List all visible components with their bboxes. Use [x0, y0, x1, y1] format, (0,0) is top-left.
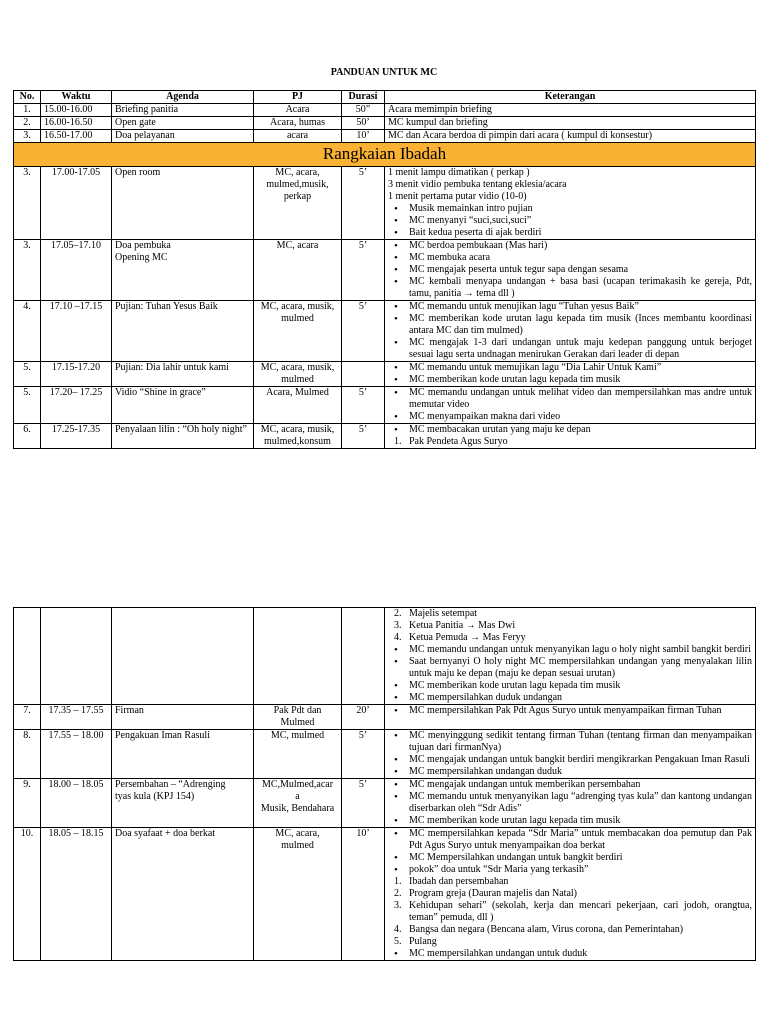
- table-row: [14, 167, 756, 240]
- cell-keterangan: [385, 167, 756, 240]
- cell-keterangan: [385, 424, 756, 449]
- bullet-item: • MC memandu untuk menyanyikan lagu “adrenging tyas kula” dan kantong undangan diserbarkan oleh “Sdr Adis”: [388, 791, 752, 815]
- cell-keterangan: [385, 362, 756, 387]
- header-keterangan: Keterangan: [385, 91, 756, 104]
- header-agenda: Agenda: [112, 91, 254, 104]
- cell-waktu: 17.55 – 18.00: [41, 730, 112, 779]
- cell-no: 9.: [14, 779, 41, 828]
- numbered-text: Pak Pendeta Agus Suryo: [409, 436, 508, 448]
- cell-agenda: [112, 301, 254, 362]
- numbered-marker: 4.: [394, 924, 402, 935]
- table-row: [14, 730, 756, 779]
- cell-pj-line: MC, acara, musik,: [260, 301, 335, 313]
- cell-agenda: [112, 828, 254, 961]
- cell-waktu: 17.20– 17.25: [41, 387, 112, 424]
- cell-pj: [254, 705, 342, 730]
- cell-keterangan: [385, 387, 756, 424]
- cell-keterangan: [385, 705, 756, 730]
- cell-agenda: Doa pelayanan: [112, 130, 254, 143]
- cell-durasi: [342, 608, 385, 705]
- cell-agenda: [112, 705, 254, 730]
- bullet-item: • Bait kedua peserta di ajak berdiri: [388, 227, 752, 239]
- cell-agenda: [112, 730, 254, 779]
- bullet-item: • MC memandu untuk memujikan lagu “Dia Lahir Untuk Kami”: [388, 362, 752, 374]
- cell-agenda: Briefing panitia: [112, 104, 254, 117]
- cell-no: 6.: [14, 424, 41, 449]
- cell-pj-line: mulmed: [281, 840, 314, 851]
- bullet-list: [388, 387, 752, 423]
- bullet-item: • MC Mempersilahkan undangan untuk bangkit berdiri: [388, 852, 752, 864]
- cell-agenda-line: Doa pembuka: [115, 240, 171, 252]
- bullet-item: • MC menyampaikan makna dari video: [388, 411, 752, 423]
- cell-pj-line: a: [295, 791, 300, 802]
- cell-pj: [254, 362, 342, 387]
- cell-pj-line: Mulmed: [280, 717, 315, 728]
- section-header-row: [14, 143, 756, 167]
- cell-durasi: 20’: [342, 705, 385, 730]
- cell-agenda: [112, 779, 254, 828]
- numbered-item: [388, 900, 752, 924]
- cell-agenda-line: Firman: [115, 705, 144, 716]
- bullet-item: • MC memandu untuk menujikan lagu “Tuhan yesus Baik”: [388, 301, 752, 313]
- numbered-list: [388, 876, 752, 948]
- cell-pj-line: mulmed,musik,: [266, 179, 329, 191]
- cell-keterangan: MC kumpul dan briefing: [385, 117, 756, 130]
- bullet-item: • pokok” doa untuk “Sdr Maria yang terkasih”: [388, 864, 752, 876]
- bullet-item: • MC mengajak 1-3 dari undangan untuk maju kedepan panggung untuk berjoget sesuai lagu serta undnagan menirukan Gerakan dari leader di depan: [388, 337, 752, 361]
- cell-agenda: [112, 608, 254, 705]
- cell-pj: acara: [254, 130, 342, 143]
- cell-keterangan: [385, 779, 756, 828]
- cell-no: 2.: [14, 117, 41, 130]
- cell-keterangan: Acara memimpin briefing: [385, 104, 756, 117]
- bullet-list: [388, 828, 752, 876]
- bullet-list: [388, 424, 752, 436]
- cell-pj: [254, 730, 342, 779]
- cell-no: 4.: [14, 301, 41, 362]
- cell-agenda-line: Opening MC: [115, 252, 168, 264]
- cell-waktu: 16.50-17.00: [41, 130, 112, 143]
- cell-no: 10.: [14, 828, 41, 961]
- numbered-marker: 1.: [394, 436, 402, 448]
- cell-pj-line: MC,Mulmed,acar: [261, 779, 334, 790]
- cell-no: 5.: [14, 387, 41, 424]
- bullet-item: • MC memberikan kode urutan lagu kepada tim musik: [388, 680, 752, 692]
- cell-keterangan: [385, 828, 756, 961]
- cell-agenda: [112, 240, 254, 301]
- numbered-marker: 2.: [394, 888, 402, 899]
- numbered-text: Ibadah dan persembahan: [409, 876, 509, 887]
- numbered-marker: 2.: [394, 608, 402, 619]
- numbered-item: [388, 888, 752, 900]
- bullet-item: • MC menyinggung sedikit tentang firman Tuhan (tentang firman dan menyampaikan tujuan dari firmanNya): [388, 730, 752, 754]
- cell-durasi: 5’: [342, 240, 385, 301]
- cell-pj: [254, 608, 342, 705]
- numbered-text: Pulang: [409, 936, 437, 947]
- numbered-item: [388, 608, 752, 620]
- bullet-item: • MC mengajak undangan untuk bangkit berdiri mengikrarkan Pengakuan Iman Rasuli: [388, 754, 752, 766]
- cell-waktu: 17.00-17.05: [41, 167, 112, 240]
- bullet-item: • MC berdoa pembukaan (Mas hari): [388, 240, 752, 252]
- bullet-item: • MC mempersilahkan duduk undangan: [388, 692, 752, 704]
- cell-durasi: 50’: [342, 117, 385, 130]
- bullet-item: • MC memandu undangan untuk menyanyikan lagu o holy night sambil bangkit berdiri: [388, 644, 752, 656]
- bullet-item: • MC mempersilahkan undangan untuk duduk: [388, 948, 752, 960]
- cell-pj: [254, 167, 342, 240]
- table-row: [14, 424, 756, 449]
- bullet-item: • MC mengajak undangan untuk memberikan persembahan: [388, 779, 752, 791]
- cell-durasi: 50”: [342, 104, 385, 117]
- numbered-text: Bangsa dan negara (Bencana alam, Virus corona, dan Pemerintahan): [409, 924, 684, 935]
- cell-agenda: [112, 167, 254, 240]
- table-row: [14, 779, 756, 828]
- bullet-list: [388, 730, 752, 778]
- table-row: [14, 301, 756, 362]
- note-line: 1 menit pertama putar vidio (10-0): [388, 191, 527, 203]
- cell-durasi: 10’: [342, 130, 385, 143]
- cell-no: 3.: [14, 167, 41, 240]
- cell-waktu: 15.00-16.00: [41, 104, 112, 117]
- cell-no: 3.: [14, 240, 41, 301]
- cell-pj-line: mulmed: [281, 374, 314, 386]
- cell-agenda-line: Pengakuan Iman Rasuli: [115, 730, 210, 741]
- cell-no: 8.: [14, 730, 41, 779]
- bullet-item: • MC membuka acara: [388, 252, 752, 264]
- cell-keterangan: [385, 608, 756, 705]
- cell-durasi: 5’: [342, 424, 385, 449]
- cell-waktu: 18.05 – 18.15: [41, 828, 112, 961]
- cell-no: 1.: [14, 104, 41, 117]
- cell-waktu: 17.10 –17.15: [41, 301, 112, 362]
- cell-waktu: 17.25-17.35: [41, 424, 112, 449]
- cell-keterangan: MC dan Acara berdoa di pimpin dari acara ( kumpul di konsestur): [385, 130, 756, 143]
- cell-pj: [254, 240, 342, 301]
- cell-pj: Acara: [254, 104, 342, 117]
- cell-pj-line: perkap: [283, 191, 312, 203]
- cell-waktu: 18.00 – 18.05: [41, 779, 112, 828]
- numbered-marker: 1.: [394, 876, 402, 887]
- cell-agenda-line: Persembahan – “Adrenging: [115, 779, 226, 790]
- numbered-marker: 3.: [394, 620, 402, 631]
- cell-agenda: [112, 387, 254, 424]
- cell-pj: Acara, humas: [254, 117, 342, 130]
- header-waktu: Waktu: [41, 91, 112, 104]
- cell-agenda-line: Pujian: Dia lahir untuk kami: [115, 362, 229, 374]
- cell-durasi: 10’: [342, 828, 385, 961]
- header-durasi: Durasi: [342, 91, 385, 104]
- numbered-text: Program greja (Dauran majelis dan Natal): [409, 888, 577, 899]
- bullet-item: • MC memberikan kode urutan lagu kepada tim musik (Inces membantu koordinasi antara MC dan tim mulmed): [388, 313, 752, 337]
- bullet-item: • MC menyanyi “suci,suci,suci”: [388, 215, 752, 227]
- cell-pj-line: Acara, Mulmed: [266, 387, 329, 399]
- note-line: 1 menit lampu dimatikan ( perkap ): [388, 167, 530, 179]
- cell-pj-line: MC, acara,: [275, 167, 320, 179]
- numbered-text: Majelis setempat: [409, 608, 478, 619]
- cell-pj-line: MC, mulmed: [270, 730, 325, 741]
- cell-waktu: 17.05–17.10: [41, 240, 112, 301]
- table-row: [14, 240, 756, 301]
- cell-waktu: [41, 608, 112, 705]
- numbered-list: [388, 608, 752, 644]
- cell-agenda-line: Open room: [115, 167, 161, 179]
- header-no: No.: [14, 91, 41, 104]
- schedule-table-page-1: [13, 90, 756, 449]
- bullet-list: [388, 948, 752, 960]
- numbered-item: [388, 632, 752, 644]
- cell-pj-line: mulmed: [281, 313, 314, 325]
- cell-pj: [254, 387, 342, 424]
- bullet-item: • MC memandu undangan untuk melihat video dan mempersilahkan mas andre untuk memutar video: [388, 387, 752, 411]
- cell-durasi: 5’: [342, 301, 385, 362]
- cell-waktu: 17.15-17.20: [41, 362, 112, 387]
- section-title: Rangkaian Ibadah: [14, 143, 756, 167]
- cell-no: [14, 608, 41, 705]
- cell-agenda-line: Penyalaan lilin : “Oh holy night”: [115, 424, 247, 436]
- schedule-table-page-2: [13, 607, 756, 961]
- cell-pj-line: Pak Pdt dan: [273, 705, 322, 716]
- table-row: [14, 705, 756, 730]
- cell-pj-line: mulmed,konsum: [264, 436, 331, 448]
- cell-agenda-line: Pujian: Tuhan Yesus Baik: [115, 301, 218, 313]
- cell-pj-line: MC, acara, musik,: [260, 424, 335, 436]
- cell-pj: [254, 779, 342, 828]
- bullet-item: • MC memberikan kode urutan lagu kepada tim musik: [388, 815, 752, 827]
- table-row: [14, 130, 756, 143]
- cell-no: 5.: [14, 362, 41, 387]
- cell-agenda: [112, 362, 254, 387]
- table-row: [14, 104, 756, 117]
- bullet-item: • MC mempersilahkan undangan duduk: [388, 766, 752, 778]
- bullet-list: [388, 779, 752, 827]
- bullet-list: [388, 301, 752, 361]
- cell-agenda-line: Vidio “Shine in grace”: [115, 387, 206, 399]
- bullet-list: [388, 705, 752, 717]
- bullet-list: [388, 203, 752, 239]
- table-row: [14, 828, 756, 961]
- numbered-text: Ketua Panitia → Mas Dwi: [409, 620, 516, 631]
- bullet-list: [388, 362, 752, 386]
- header-pj: PJ: [254, 91, 342, 104]
- table-row: [14, 387, 756, 424]
- table-row-continued: [14, 608, 756, 705]
- cell-durasi: [342, 362, 385, 387]
- cell-keterangan: [385, 301, 756, 362]
- cell-pj-line: MC, acara,: [275, 828, 320, 839]
- cell-no: 3.: [14, 130, 41, 143]
- table-row: [14, 362, 756, 387]
- numbered-text: Ketua Pemuda → Mas Feryy: [409, 632, 526, 643]
- bullet-item: • MC mengajak peserta untuk tegur sapa dengan sesama: [388, 264, 752, 276]
- cell-agenda-line: tyas kula (KPJ 154): [115, 791, 195, 802]
- cell-waktu: 16.00-16.50: [41, 117, 112, 130]
- cell-durasi: 5’: [342, 387, 385, 424]
- cell-pj: [254, 301, 342, 362]
- bullet-item: • Saat bernyanyi O holy night MC mempersilahkan undangan yang menyalakan lilin untuk maju ke depan (maju ke depan sesuai urutan): [388, 656, 752, 680]
- cell-agenda: [112, 424, 254, 449]
- cell-waktu: 17.35 – 17.55: [41, 705, 112, 730]
- cell-durasi: 5’: [342, 730, 385, 779]
- cell-pj-line: MC, acara: [276, 240, 319, 252]
- cell-keterangan: [385, 730, 756, 779]
- bullet-item: • MC mempersilahkan kepada “Sdr Maria” untuk membacakan doa pemutup dan Pak Pdt Agus Suryo untuk menyampaikan doa berkat: [388, 828, 752, 852]
- table-row: [14, 117, 756, 130]
- cell-agenda-line: Doa syafaat + doa berkat: [115, 828, 216, 839]
- numbered-item: [388, 436, 752, 448]
- cell-durasi: 5’: [342, 779, 385, 828]
- cell-pj-line: MC, acara, musik,: [260, 362, 335, 374]
- bullet-item: • MC kembali menyapa undangan + basa basi (ucapan terimakasih ke gereja, Pdt, tamu, panitia → tema dll ): [388, 276, 752, 300]
- cell-durasi: 5’: [342, 167, 385, 240]
- numbered-item: [388, 924, 752, 936]
- cell-no: 7.: [14, 705, 41, 730]
- numbered-item: [388, 936, 752, 948]
- table-header-row: [14, 91, 756, 104]
- numbered-item: [388, 876, 752, 888]
- bullet-item: • MC memberikan kode urutan lagu kepada tim musik: [388, 374, 752, 386]
- numbered-marker: 5.: [394, 936, 402, 947]
- numbered-list: [388, 436, 752, 448]
- bullet-item: • Musik memainkan intro pujian: [388, 203, 752, 215]
- bullet-item: • MC membacakan urutan yang maju ke depan: [388, 424, 752, 436]
- bullet-item: • MC mempersilahkan Pak Pdt Agus Suryo untuk menyampaikan firman Tuhan: [388, 705, 752, 717]
- cell-pj: [254, 828, 342, 961]
- bullet-list: [388, 240, 752, 300]
- bullet-list: [388, 644, 752, 704]
- cell-keterangan: [385, 240, 756, 301]
- page-title: PANDUAN UNTUK MC: [330, 67, 438, 78]
- cell-agenda: Open gate: [112, 117, 254, 130]
- numbered-item: [388, 620, 752, 632]
- numbered-marker: 3.: [394, 900, 402, 911]
- numbered-marker: 4.: [394, 632, 402, 643]
- cell-pj-line: Musik, Bendahara: [260, 803, 335, 814]
- note-line: 3 menit vidio pembuka tentang eklesia/acara: [388, 179, 567, 191]
- numbered-text: Kehidupan sehari” (sekolah, kerja dan mencari pekerjaan, cari jodoh, orangtua, teman” pemuda, dll ): [409, 900, 752, 923]
- cell-pj: [254, 424, 342, 449]
